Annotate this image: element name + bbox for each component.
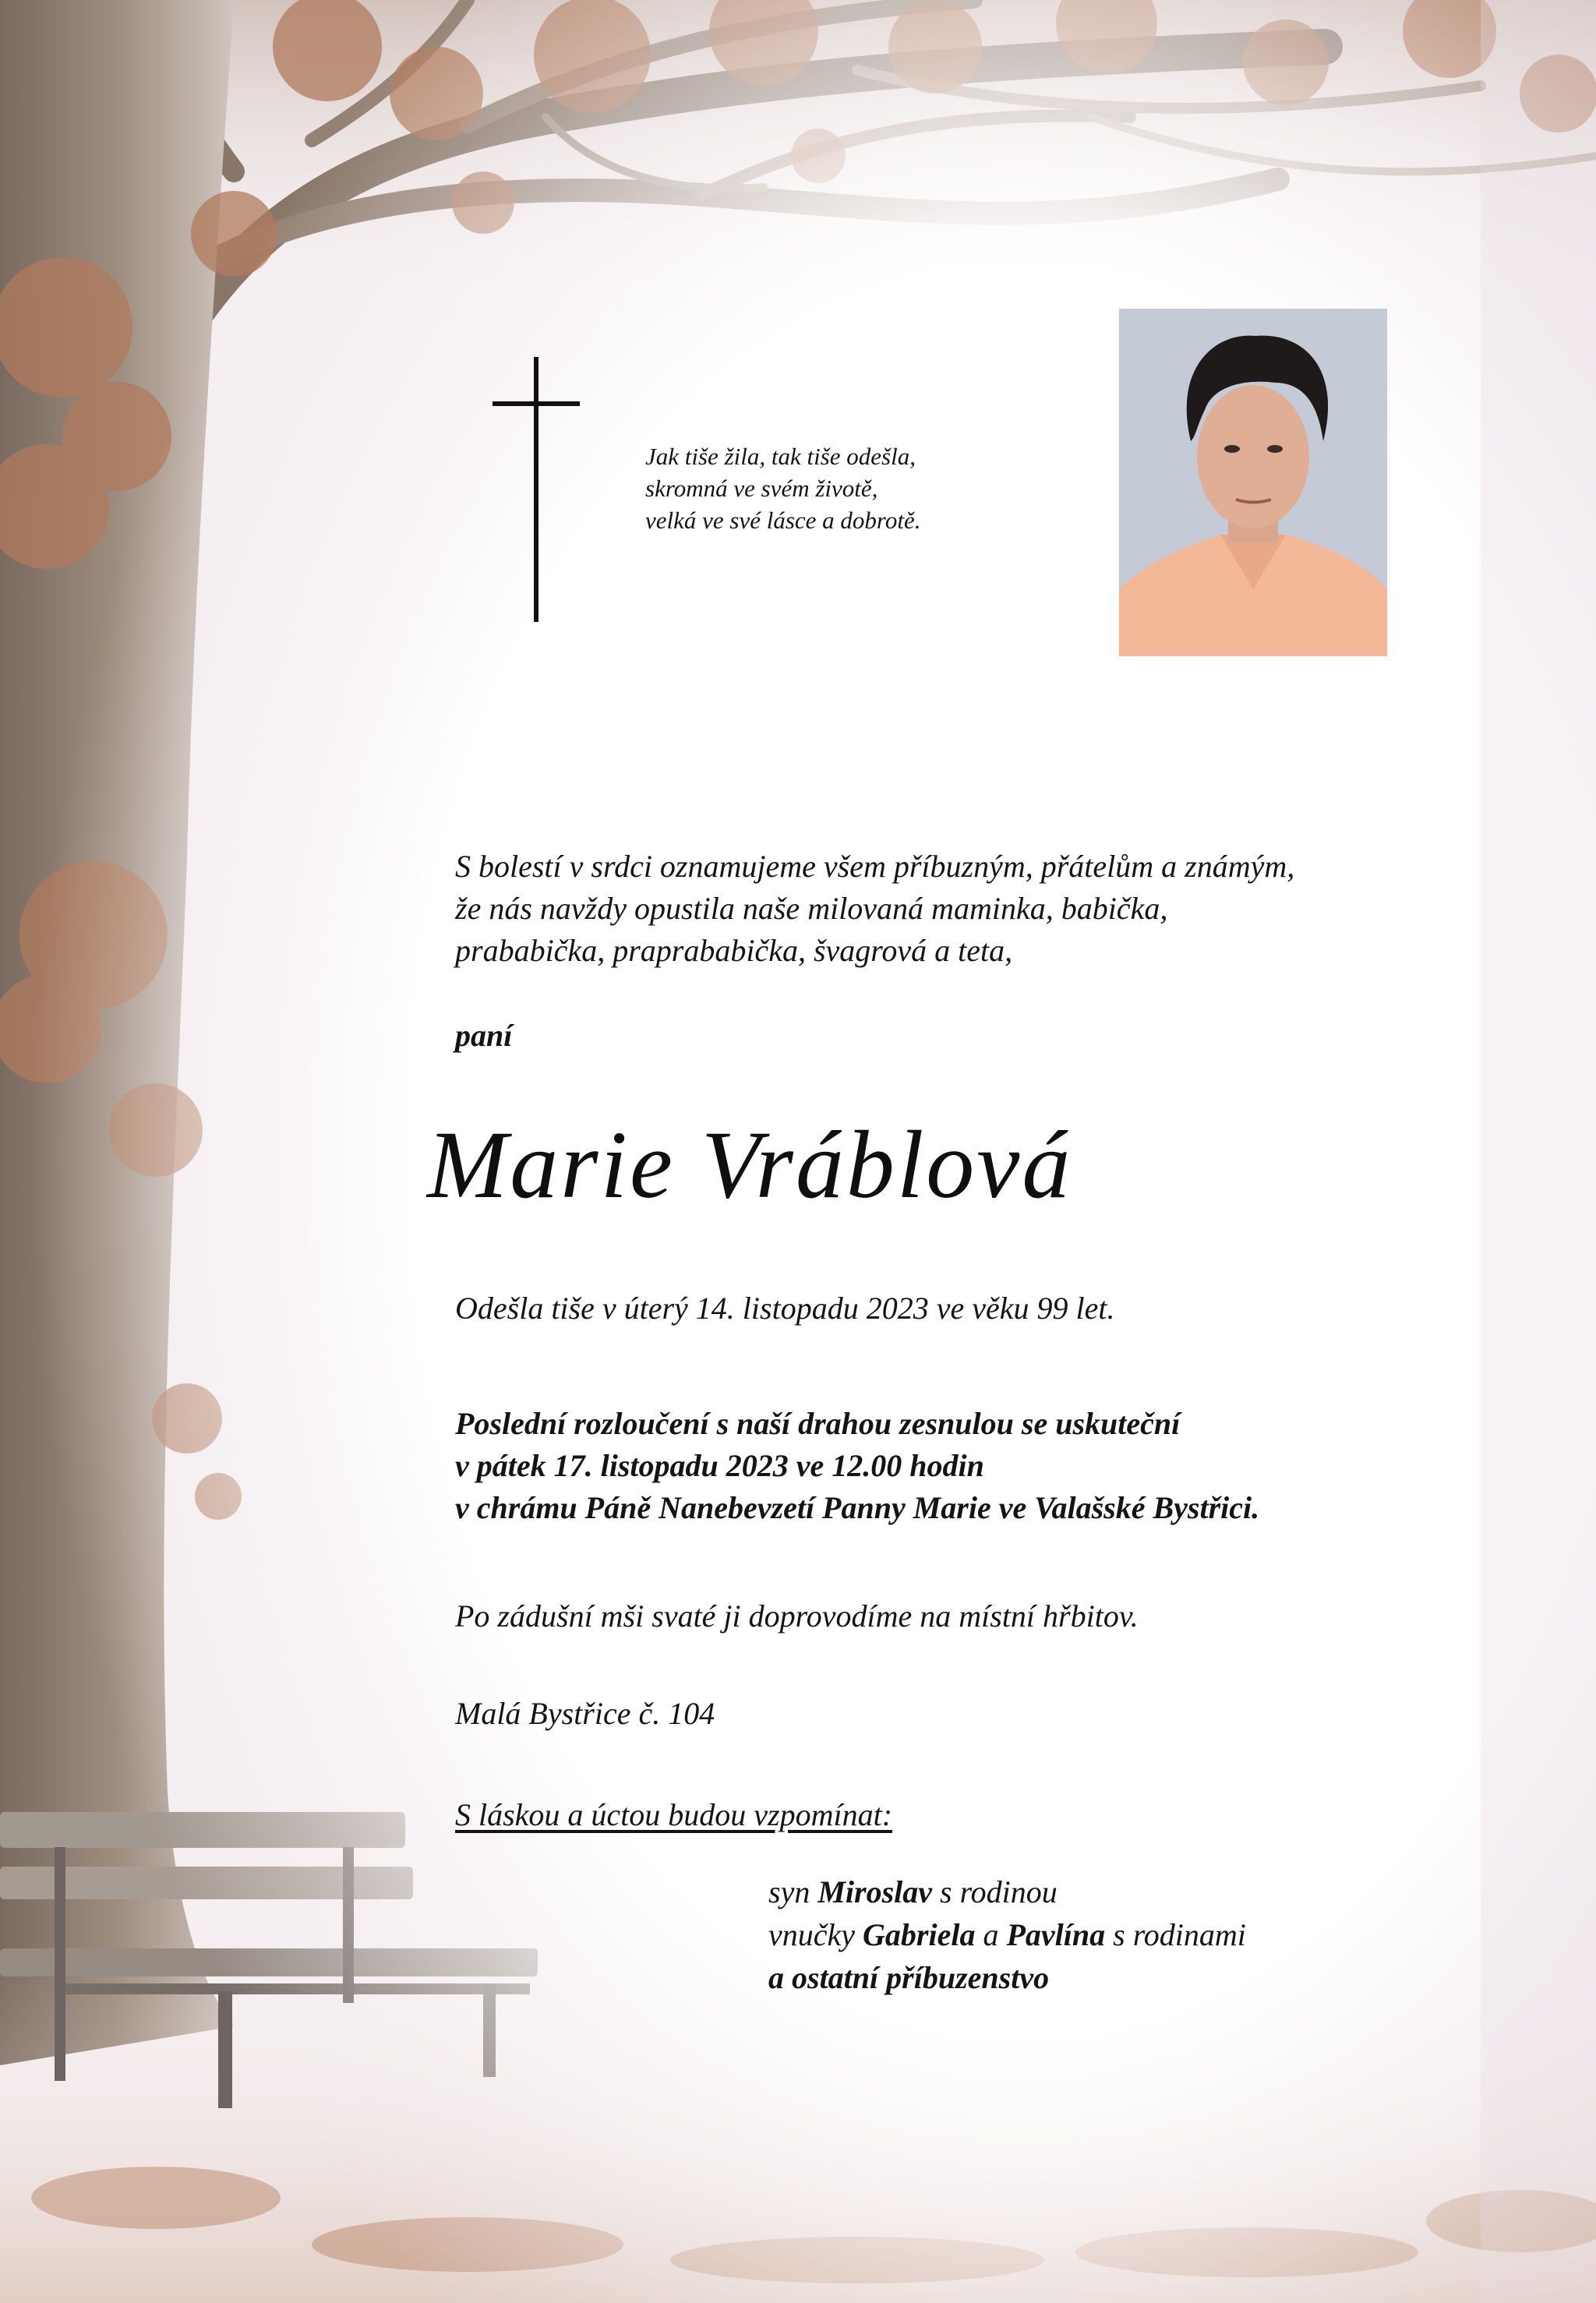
- mourner-son: [768, 1870, 1246, 1913]
- mourner-name: Miroslav: [817, 1874, 933, 1909]
- mourner-granddaughters: [768, 1913, 1246, 1956]
- funeral-line: v pátek 17. listopadu 2023 ve 12.00 hodin: [455, 1448, 984, 1483]
- funeral-line: v chrámu Páně Nanebevzetí Panny Marie ve Valašské Bystřici.: [455, 1490, 1260, 1525]
- mourner-text: a: [975, 1917, 1007, 1952]
- announcement-line: prababička, praprababička, švagrová a teta,: [455, 933, 1013, 968]
- funeral-details: [455, 1403, 1259, 1529]
- right-edge-haze: [1481, 0, 1596, 2303]
- mourner-text: s rodinou: [932, 1874, 1058, 1909]
- mourner-text: syn: [768, 1874, 818, 1909]
- mourner-name: Gabriela: [863, 1917, 976, 1952]
- epitaph-line: skromná ve svém životě,: [645, 475, 878, 502]
- announcement-line: že nás navždy opustila naše milovaná maminka, babička,: [455, 891, 1168, 926]
- mourners-heading: S láskou a úctou budou vzpomínat:: [455, 1797, 893, 1832]
- mourner-text: vnučky: [768, 1917, 863, 1952]
- mourners-list: [768, 1870, 1246, 1999]
- address: Malá Bystřice č. 104: [455, 1696, 715, 1731]
- burial-note: Po zádušní mši svaté ji doprovodíme na místní hřbitov.: [455, 1598, 1139, 1634]
- epitaph-quote: [645, 440, 920, 536]
- announcement-line: S bolestí v srdci oznamujeme všem příbuzným, přátelům a známým,: [455, 849, 1295, 884]
- mourner-others: [768, 1956, 1246, 1999]
- latin-cross-icon: [493, 357, 580, 622]
- announcement: [455, 846, 1294, 972]
- epitaph-line: Jak tiše žila, tak tiše odešla,: [645, 443, 916, 470]
- portrait-photo: [1119, 309, 1387, 656]
- mourner-name: Pavlína: [1006, 1917, 1106, 1952]
- funeral-line: Poslední rozloučení s naší drahou zesnulou se uskuteční: [455, 1406, 1181, 1441]
- death-date: Odešla tiše v úterý 14. listopadu 2023 ve věku 99 let.: [455, 1291, 1115, 1326]
- deceased-name: Marie Vráblová: [427, 1111, 1073, 1218]
- mourner-name: a ostatní příbuzenstvo: [768, 1960, 1050, 1995]
- epitaph-line: velká ve své lásce a dobrotě.: [645, 507, 921, 534]
- honorific: paní: [455, 1018, 513, 1053]
- mourner-text: s rodinami: [1105, 1917, 1246, 1952]
